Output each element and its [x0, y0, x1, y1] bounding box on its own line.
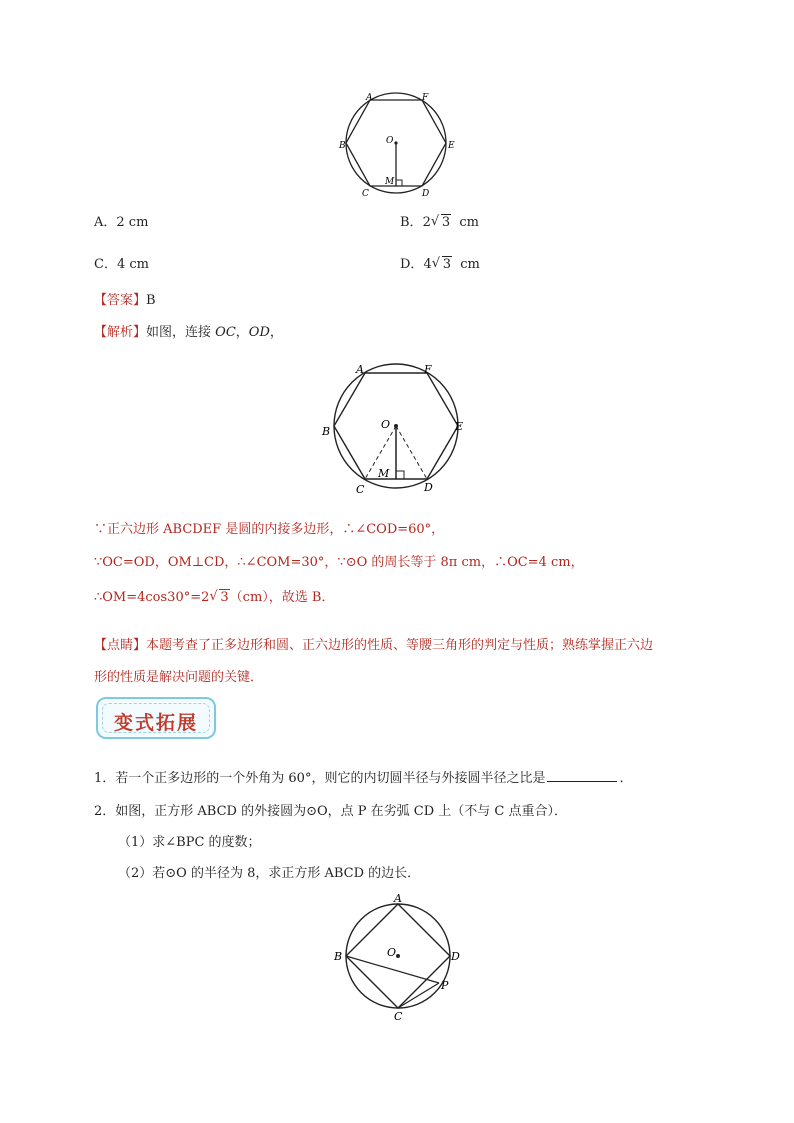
comment-tag: 【点睛】 — [94, 638, 147, 653]
comment-line-2: 形的性质是解决问题的关键． — [94, 670, 264, 685]
section-title: 变式拓展 — [113, 712, 198, 734]
fig2-label-C: C — [356, 483, 365, 496]
fig2-label-M: M — [378, 467, 390, 480]
fig1-label-A: A — [366, 93, 373, 103]
fig2-label-O: O — [381, 418, 391, 431]
fig2-label-A: A — [356, 363, 364, 376]
analysis-tag: 【解析】 — [94, 325, 147, 340]
answer-blank — [547, 769, 617, 782]
fig1-label-C: C — [362, 189, 369, 199]
fig1-label-O: O — [386, 136, 394, 146]
fig1-label-D: D — [422, 189, 430, 199]
option-c: C．4 cm — [94, 257, 149, 272]
comment-line-1: 【点睛】本题考查了正多边形和圆、正六边形的性质、等腰三角形的判定与性质；熟练掌握正六边 — [94, 638, 654, 653]
answer-tag: 【答案】 — [94, 293, 147, 308]
fig3-label-D: D — [451, 950, 460, 963]
answer-line — [94, 289, 156, 308]
fig1-label-M: M — [385, 177, 395, 187]
question-2: 2．如图，正方形 ABCD 的外接圆为⊙O，点 P 在劣弧 CD 上（不与 C 点重合）． — [94, 804, 567, 819]
fig1-label-E: E — [448, 141, 455, 151]
fig3-label-B: B — [334, 950, 343, 963]
fig3-label-C: C — [394, 1010, 403, 1023]
figure-hexagon-large — [318, 360, 478, 498]
figure-hexagon-small — [338, 90, 458, 202]
fig2-label-E: E — [455, 420, 464, 433]
fig3-label-O: O — [387, 946, 397, 959]
option-b: B．2√ 3 cm — [400, 211, 479, 230]
analysis-line: 【解析】如图，连接 OC，OD， — [94, 325, 283, 340]
fig2-label-B: B — [322, 425, 331, 438]
reasoning-line-2: ∵OC=OD，OM⊥CD，∴∠COM=30°，∵⊙O 的周长等于 8π cm，∴OC=4 cm， — [94, 555, 584, 570]
fig1-label-B: B — [339, 141, 346, 151]
answer-value: B — [146, 293, 156, 308]
fig3-label-A: A — [394, 892, 402, 905]
question-1: 1．若一个正多边形的一个外角为 60°，则它的内切圆半径与外接圆半径之比是 ． — [94, 771, 633, 786]
reasoning-line-1: ∵正六边形 ABCDEF 是圆的内接多边形，∴∠COD=60°， — [94, 522, 445, 537]
fig3-label-P: P — [441, 979, 449, 992]
option-a: A．2 cm — [94, 215, 149, 230]
fig2-label-D: D — [424, 481, 433, 494]
question-2-part-2: （2）若⊙O 的半径为 8，求正方形 ABCD 的边长． — [118, 866, 421, 881]
fig2-label-F: F — [424, 363, 432, 376]
fig1-label-F: F — [422, 93, 429, 103]
option-d: D．4√ 3 cm — [400, 253, 480, 272]
question-2-part-1: （1）求∠BPC 的度数； — [118, 835, 261, 850]
reasoning-line-3: ∴OM=4cos30°=2√ 3（cm），故选 B． — [94, 586, 334, 605]
section-badge — [96, 697, 216, 739]
figure-square-circle — [330, 888, 465, 1024]
